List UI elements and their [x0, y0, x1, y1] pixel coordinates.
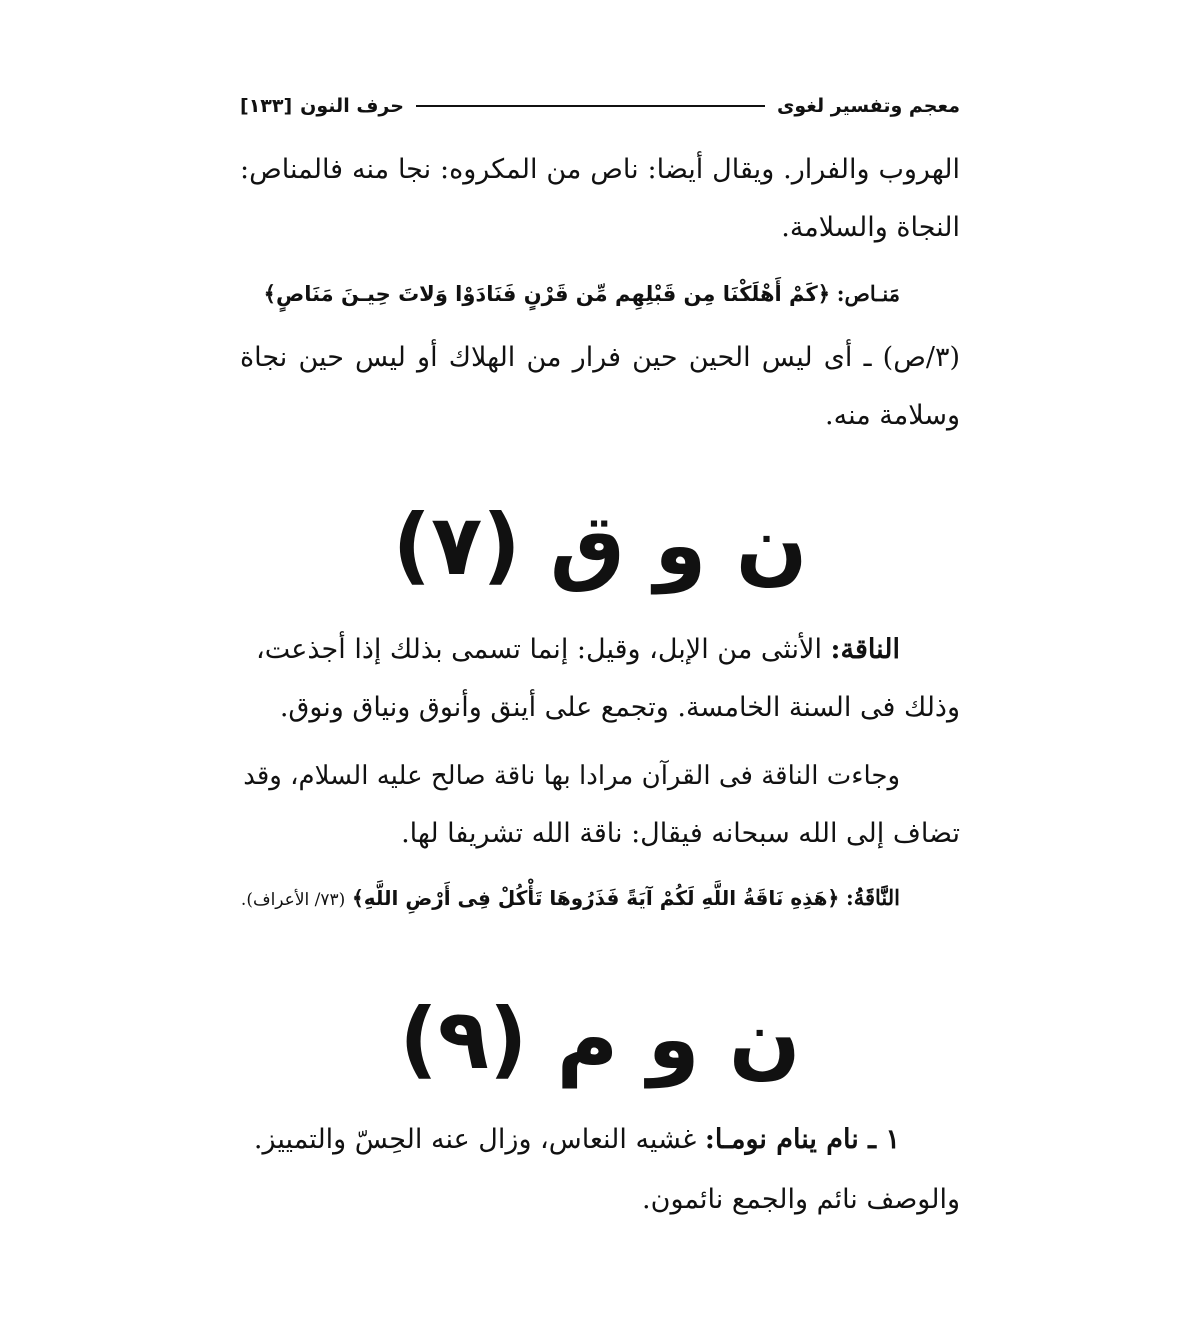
page-number: [١٣٣]: [240, 95, 293, 117]
text-line: (٣/ص) ـ أى ليس الحين حين فرار من الهلاك أو ليس حين نجاة: [240, 342, 960, 373]
definition-text: الأنثى من الإبل، وقيل: إنما تسمى بذلك إذا أجذعت،: [256, 634, 822, 665]
entry-word: النَّاقَةُ:: [845, 885, 900, 910]
text-line: والوصف نائم والجمع نائمون.: [642, 1184, 960, 1215]
verse-reference: (٧٣/ الأعراف).: [240, 890, 346, 910]
root-heading: ن و م (٩): [399, 990, 801, 1088]
quran-verse: ﴿هَذِهِ نَاقَةُ اللَّهِ لَكُمْ آيَةً فَذَرُوهَا تَأْكُلْ فِى أَرْضِ اللَّهِ﴾: [351, 886, 840, 910]
book-title: معجم وتفسير لغوى: [776, 95, 960, 117]
entry-word: الناقة:: [830, 634, 900, 665]
root-heading: ن و ق (٧): [392, 496, 808, 594]
text-line: الهروب والفرار. ويقال أيضا: ناص من المكروه: نجا منه فالمناص:: [240, 154, 960, 185]
entry-word: مَنـاص:: [836, 281, 900, 306]
definition-text: غشيه النعاس، وزال عنه الحِسّ والتمييز.: [253, 1124, 697, 1155]
entry-word: ١ ـ نام ينام نومـا:: [704, 1124, 900, 1155]
entry-line: [240, 274, 900, 314]
text-line: وسلامة منه.: [825, 400, 960, 431]
text-line: وجاءت الناقة فى القرآن مرادا بها ناقة صالح عليه السلام، وقد: [243, 761, 900, 791]
chapter-title: حرف النون: [300, 95, 404, 117]
header-rule: [416, 105, 765, 107]
entry-line: [240, 630, 900, 670]
text-line: وذلك فى السنة الخامسة. وتجمع على أينق وأنوق ونياق ونوق.: [279, 692, 960, 723]
text-line: النجاة والسلامة.: [781, 212, 960, 243]
entry-line: [240, 1120, 900, 1160]
quran-verse: ﴿كَمْ أَهْلَكْنَا مِن قَبْلِهِم مِّن قَرْنٍ فَنَادَوْا وَلاتَ حِيـنَ مَنَاصٍ﴾: [263, 282, 831, 306]
page-header: [240, 86, 960, 126]
entry-line: [240, 878, 900, 920]
text-line: تضاف إلى الله سبحانه فيقال: ناقة الله تشريفا لها.: [401, 818, 960, 849]
